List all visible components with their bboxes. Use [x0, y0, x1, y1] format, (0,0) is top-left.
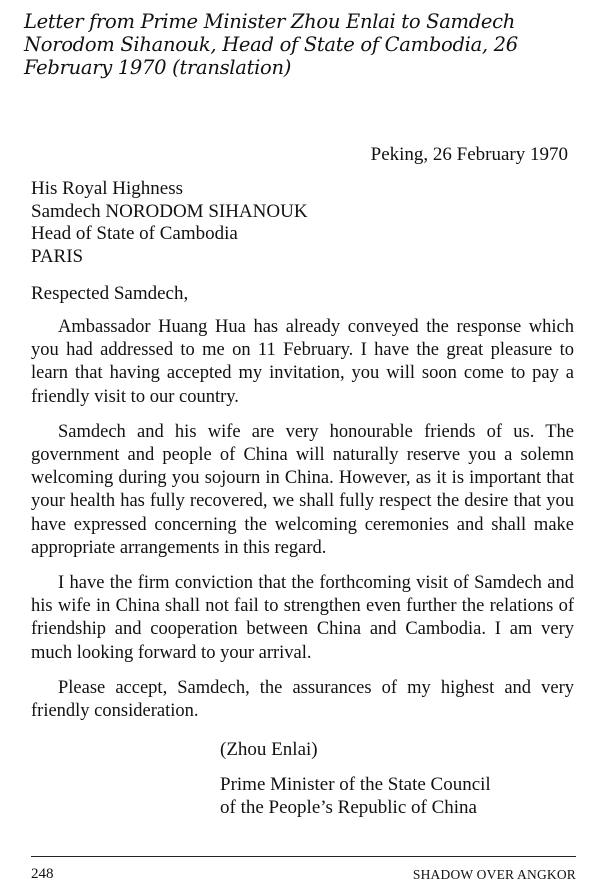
letter-heading	[24, 10, 584, 79]
body-paragraph: I have the firm conviction that the forthcoming visit of Samdech and his wife in China shall not fail to strengthen even further the relations of friendship and cooperation between China and Cambodia. I am very much looking forward to your arrival.	[31, 573, 574, 663]
body-paragraph: Please accept, Samdech, the assurances of my highest and very friendly consideration.	[31, 677, 574, 722]
closing-block	[220, 738, 491, 819]
heading-line-1: Letter from Prime Minister Zhou Enlai to Samdech	[24, 10, 516, 33]
salutation: Respected Samdech,	[31, 283, 189, 304]
signatory-title-line-1: Prime Minister of the State Council	[220, 774, 491, 795]
body-paragraph: Samdech and his wife are very honourable friends of us. The government and people of China will naturally reserve you a solemn welcoming during you sojourn in China. However, as it is important that your health has fully recovered, we shall fully respect the desire that you have expressed concerning the welcoming ceremonies and shall make appropriate arrangements in this regard.	[31, 421, 574, 558]
address-line: PARIS	[31, 245, 84, 267]
letter-body	[31, 316, 574, 735]
signature: (Zhou Enlai)	[220, 739, 318, 760]
heading-line-2: Norodom Sihanouk, Head of State of Cambodia, 26	[24, 33, 518, 56]
address-line: His Royal Highness	[31, 178, 183, 199]
heading-line-3: February 1970 (translation)	[24, 56, 292, 79]
body-paragraph: Ambassador Huang Hua has already conveyed the response which you had addressed to me on 11 February. I have the great pleasure to learn that having accepted my invitation, you will soon come to pay a friendly visit to our country.	[31, 317, 574, 407]
running-title: SHADOW OVER ANGKOR	[412, 867, 576, 882]
address-line: Head of State of Cambodia	[31, 223, 238, 244]
address-line: Samdech NORODOM SIHANOUK	[31, 200, 308, 222]
signatory-title-line-2: of the People’s Republic of China	[220, 797, 477, 818]
footer-divider	[31, 856, 576, 857]
dateline: Peking, 26 February 1970	[370, 144, 568, 165]
page-number: 248	[31, 866, 54, 882]
recipient-address	[31, 178, 308, 268]
